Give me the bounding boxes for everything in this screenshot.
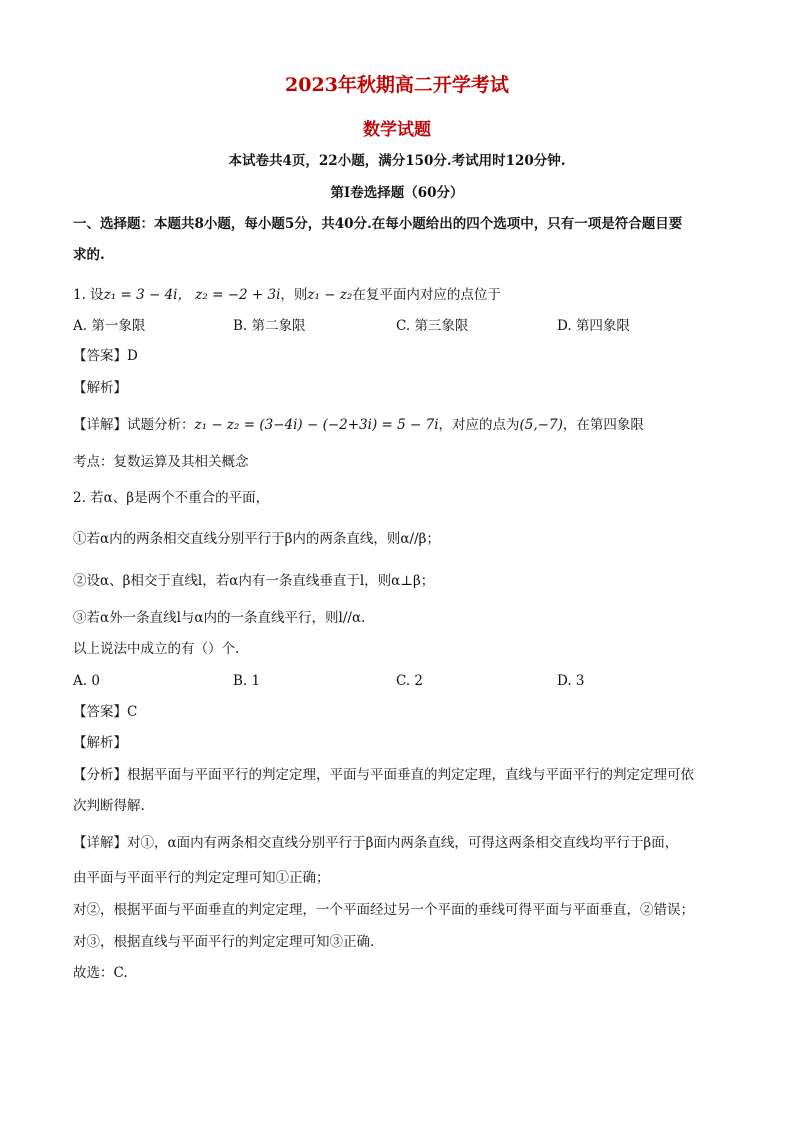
q1-z1: z₁ = 3 − 4i， — [103, 287, 191, 303]
q2-detail-line4: 对③，根据直线与平面平行的判定定理可知③正确. — [73, 934, 375, 950]
q2-detail-line3: 对②，根据平面与平面垂直的判定定理，一个平面经过另一个平面的垂线可得平面与平面垂直，②错误； — [73, 902, 694, 918]
subject-title: 数学试题 — [363, 120, 431, 140]
q2-detail-line2: 由平面与平面平行的判定定理可知①正确； — [73, 870, 330, 886]
q2-statement-2: ②设α、β相交于直线l，若α内有一条直线垂直于l，则α⊥β； — [73, 573, 435, 589]
q2-option-c: C. 2 — [396, 673, 424, 689]
q2-option-a: A. 0 — [73, 673, 100, 689]
q1-answer: 【答案】D — [73, 348, 138, 364]
q1-option-a: A. 第一象限 — [73, 318, 146, 334]
q1-prefix: 1. 设 — [73, 287, 104, 303]
q2-option-b: B. 1 — [233, 673, 261, 689]
q2-detail-line1: 【详解】对①，α面内有两条相交直线分别平行于β面内两条直线，可得这两条相交直线均平行于β面， — [73, 835, 679, 851]
exam-title: 2023年秋期高二开学考试 — [285, 74, 509, 96]
q1-detail-mid: ，对应的点为 — [438, 417, 520, 433]
q1-mid: ，则 — [280, 287, 308, 303]
q2-option-d: D. 3 — [557, 673, 585, 689]
section-heading: 第I卷选择题（60分） — [330, 185, 464, 201]
q2-statement-3: ③若α外一条直线l与α内的一条直线平行，则l//α. — [73, 610, 366, 626]
q1-expr: z₁ − z₂ — [307, 287, 353, 303]
q1-option-d: D. 第四象限 — [557, 318, 630, 334]
q1-option-c: C. 第三象限 — [396, 318, 469, 334]
q1-z2: z₂ = −2 + 3i — [195, 287, 281, 303]
q1-detail-math: z₁ − z₂ = (3−4i) − (−2+3i) = 5 − 7i — [194, 417, 439, 433]
q1-suffix: 在复平面内对应的点位于 — [352, 287, 501, 303]
q1-detail-suffix: ，在第四象限 — [562, 417, 644, 433]
q2-choice: 故选：C. — [73, 965, 128, 981]
q2-question: 以上说法中成立的有（）个. — [73, 641, 240, 657]
q1-detail-prefix: 【详解】试题分析： — [73, 417, 195, 433]
exam-info: 本试卷共4页，22小题，满分150分.考试用时120分钟. — [228, 153, 566, 169]
q1-detail — [73, 416, 723, 434]
q2-fenxi-line2: 次判断得解. — [73, 798, 145, 814]
q2-answer: 【答案】C — [73, 704, 138, 720]
q2-statement-1: ①若α内的两条相交直线分别平行于β内的两条直线，则α//β； — [73, 531, 440, 547]
q1-analysis-label: 【解析】 — [73, 380, 127, 396]
q2-analysis-label: 【解析】 — [73, 735, 127, 751]
q1-kaodian: 考点：复数运算及其相关概念 — [73, 454, 249, 470]
q1-detail-point: (5,−7) — [519, 417, 563, 433]
q1-option-b: B. 第二象限 — [233, 318, 306, 334]
part1-instructions-line2: 求的. — [73, 247, 105, 263]
question-2-stem: 2. 若α、β是两个不重合的平面， — [73, 490, 270, 506]
q2-fenxi-line1: 【分析】根据平面与平面平行的判定定理，平面与平面垂直的判定定理，直线与平面平行的判定定理可依 — [73, 767, 694, 783]
question-1-stem — [73, 286, 723, 304]
part1-instructions-line1: 一、选择题：本题共8小题，每小题5分，共40分.在每小题给出的四个选项中，只有一项是符合题目要 — [73, 216, 683, 232]
